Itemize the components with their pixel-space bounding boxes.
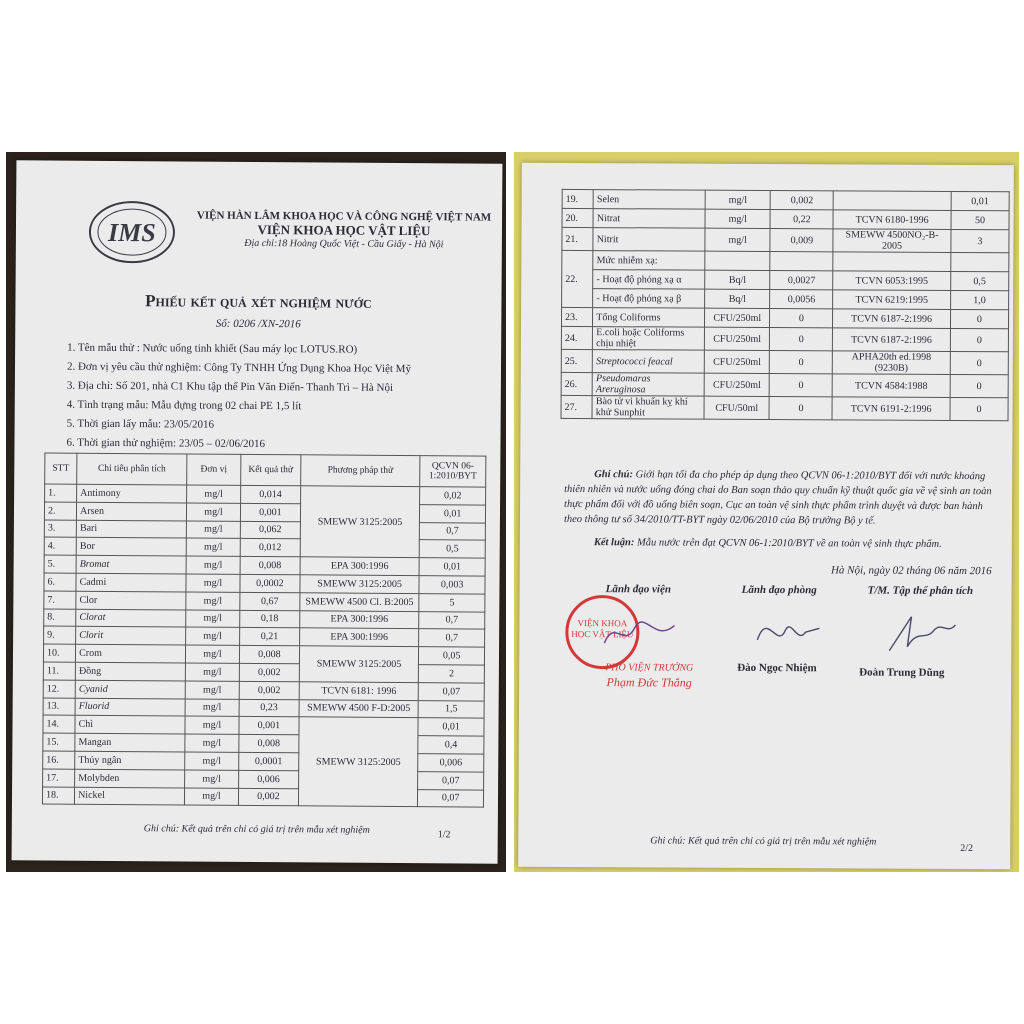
cell-stt: 21. [562, 227, 593, 250]
cell-result: 0 [769, 397, 832, 420]
cell-result: 0,014 [240, 485, 300, 503]
cell-parameter: Cyanid [75, 680, 185, 699]
cell-result: 0 [770, 351, 833, 374]
report-page-1 [12, 160, 503, 863]
cell-stt: 23. [561, 307, 592, 326]
cell-unit: Bq/l [705, 270, 771, 289]
cell-stt: 11. [43, 662, 75, 680]
cell-stt: 12. [43, 680, 75, 698]
cell-parameter: Molybden [75, 769, 185, 788]
cell-limit: 1,5 [418, 700, 484, 718]
cell-method: TCVN 6191-2:1996 [832, 397, 950, 421]
cell-parameter: Bromat [76, 555, 186, 574]
cell-parameter: Crom [76, 644, 186, 663]
cell-stt: 27. [561, 395, 592, 418]
cell-method: EPA 300:1996 [300, 557, 419, 576]
cell-result: 0,062 [240, 521, 300, 539]
cell-stt: 14. [43, 715, 75, 733]
cell-limit: 0,02 [420, 487, 486, 505]
director-title: Lãnh đạo viện [605, 583, 672, 596]
cell-limit: 50 [951, 210, 1009, 229]
page-number: 2/2 [960, 843, 974, 855]
cell-unit: CFU/250ml [704, 308, 770, 327]
cell-parameter: Streptococci feacal [593, 350, 705, 374]
page-number: 1/2 [437, 829, 451, 841]
cell-unit: mg/l [187, 503, 241, 521]
cell-parameter: Mangan [75, 733, 185, 752]
page-footer-note: Ghi chú: Kết quả trên chỉ có giá trị trên mẫu xét nghiệm [650, 835, 877, 848]
cell-unit: mg/l [185, 681, 239, 699]
cell-limit: 0,01 [418, 718, 484, 736]
cell-method: TCVN 6181: 1996 [299, 682, 418, 701]
table-row [562, 288, 1009, 309]
cell-method: SMEWW 3125:2005 [300, 575, 419, 594]
dept-head-signature [747, 610, 827, 656]
cell-parameter: E.coli hoặc Coliforms chịu nhiệt [593, 327, 705, 351]
cell-parameter: Nitrat [593, 209, 705, 229]
cell-limit: 2 [419, 665, 485, 683]
table-row [561, 307, 1008, 328]
cell-result: 0,002 [771, 191, 834, 210]
header-unit: Đơn vị [187, 454, 241, 485]
cell-unit: mg/l [185, 663, 239, 681]
cell-parameter: Bor [76, 538, 186, 557]
cell-limit: 0 [950, 328, 1008, 351]
team-lead-name: Đoàn Trung Dũng [859, 666, 945, 679]
report-page-2 [518, 163, 1014, 870]
results-table-page-1 [42, 453, 486, 808]
cell-result: 0,0056 [770, 290, 833, 309]
cell-result: 0,002 [239, 681, 299, 699]
cell-parameter: Arsen [77, 502, 187, 521]
cell-limit: 0,01 [420, 504, 486, 522]
document-title: Phiếu kết quả xét nghiệm nước [145, 291, 372, 312]
cell-method: EPA 300:1996 [300, 610, 419, 629]
cell-limit: 0,7 [419, 629, 485, 647]
cell-result: 0,18 [240, 610, 300, 628]
cell-result: 0,006 [238, 770, 298, 788]
cell-method: EPA 300:1996 [300, 628, 419, 647]
cell-stt: 15. [43, 733, 75, 751]
cell-unit: mg/l [705, 209, 771, 228]
info-line: 3. Địa chỉ: Số 201, nhà C1 Khu tập thể Pin Văn Điển- Thanh Trì – Hà Nội [66, 379, 394, 394]
table-row-radiation [562, 250, 1009, 271]
results-table-page-2 [561, 189, 1010, 421]
cell-parameter: Cadmi [76, 573, 186, 592]
cell-stt: 8. [44, 609, 76, 627]
cell-limit: 0,003 [419, 576, 485, 594]
cell-limit: 0,5 [419, 540, 485, 558]
cell-result: 0,0002 [240, 574, 300, 592]
cell-unit: mg/l [185, 752, 239, 770]
header-limit: QCVN 06-1:2010/BYT [420, 456, 486, 487]
header-parameter: Chỉ tiêu phân tích [77, 453, 187, 485]
cell-unit: Bq/l [705, 289, 771, 308]
cell-stt: 5. [44, 555, 76, 573]
table-row [562, 208, 1009, 229]
cell-result: 0,008 [240, 557, 300, 575]
note-label: Ghi chú: [594, 469, 634, 481]
cell-limit: 0,07 [418, 682, 484, 700]
cell-parameter: - Hoạt độ phóng xạ α [593, 270, 705, 290]
cell-parameter: Bào tử vi khuẩn kỵ khí khử Sunphit [592, 396, 704, 420]
director-signature-block [605, 661, 693, 689]
table-row [562, 227, 1009, 252]
photo-page-2 [514, 152, 1019, 872]
cell-parameter: Thủy ngân [75, 751, 185, 770]
cell-unit: mg/l [186, 627, 240, 645]
cell-unit: mg/l [186, 592, 240, 610]
cell-method: APHA20th ed.1998 (9230B) [833, 351, 951, 375]
team-signature [881, 611, 961, 657]
header-stt: STT [45, 453, 77, 484]
cell-result: 0,001 [240, 503, 300, 521]
cell-limit: 0,006 [418, 754, 484, 772]
cell-unit: CFU/50ml [704, 396, 770, 419]
cell-parameter: Chì [75, 716, 185, 735]
cell-stt: 25. [561, 349, 592, 372]
cell-parameter: Clor [76, 591, 186, 610]
cell-method: TCVN 6219:1995 [833, 290, 951, 310]
institute-address: Địa chỉ:18 Hoàng Quốc Việt - Cầu Giấy - Hà Nội [244, 237, 444, 251]
cell-limit: 3 [951, 229, 1009, 252]
cell-result: 0 [770, 374, 833, 397]
table-row [562, 269, 1009, 290]
cell-unit: mg/l [186, 645, 240, 663]
cell-unit: mg/l [187, 485, 241, 503]
cell-parameter: Clorat [76, 609, 186, 628]
issue-date: Hà Nội, ngày 02 tháng 06 năm 2016 [830, 564, 992, 578]
cell-parameter: Đồng [75, 662, 185, 681]
photo-page-1 [6, 152, 506, 872]
cell-parameter: - Hoạt độ phóng xạ β [593, 289, 705, 309]
director-signature [599, 613, 679, 653]
document-number: Số: 0206 /XN-2016 [215, 317, 301, 331]
cell-unit: mg/l [186, 574, 240, 592]
cell-stt: 24. [561, 326, 592, 349]
cell-limit: 0,05 [419, 647, 485, 665]
cell-result: 0,002 [239, 663, 299, 681]
header-method: Phương pháp thử [301, 455, 420, 487]
cell-unit: mg/l [186, 538, 240, 556]
cell-parameter: Fluorid [75, 698, 185, 717]
cell-result: 0,67 [240, 592, 300, 610]
cell-method: TCVN 6053:1995 [833, 271, 951, 291]
cell-unit: mg/l [186, 521, 240, 539]
cell-unit: mg/l [185, 716, 239, 734]
cell-unit: mg/l [705, 228, 771, 251]
conclusion-label: Kết luận: [593, 537, 635, 549]
svg-text:IMS: IMS [107, 217, 156, 248]
info-line: 4. Tình trạng mẫu: Mẫu đựng trong 02 chai PE 1,5 lít [66, 398, 302, 413]
cell-result: 0 [770, 328, 833, 351]
info-line: 1. Tên mẫu thử : Nước uống tinh khiết (Sau máy lọc LOTUS.RO) [67, 341, 358, 356]
cell-stt: 3. [44, 520, 76, 538]
header-result: Kết quả thử [241, 454, 301, 485]
cell-stt: 19. [562, 189, 593, 208]
director-role: PHÓ VIỆN TRƯỞNG [605, 662, 694, 674]
table-row [561, 326, 1008, 351]
cell-limit: 0 [950, 351, 1008, 374]
conclusion-text: Mẫu nước trên đạt QCVN 06-1:2010/BYT về an toàn vệ sinh thực phẩm. [637, 537, 942, 550]
cell-stt: 6. [44, 573, 76, 591]
cell-unit: mg/l [185, 788, 239, 806]
cell-stt: 18. [42, 787, 74, 805]
info-line: 2. Đơn vị yêu cầu thử nghiệm: Công Ty TNHH Ứng Dụng Khoa Học Việt Mỹ [66, 360, 412, 376]
cell-method [833, 252, 951, 272]
cell-parameter: Tổng Coliforms [593, 308, 705, 328]
cell-limit: 0,7 [419, 611, 485, 629]
cell-result: 0,22 [770, 210, 833, 229]
cell-stt: 1. [45, 484, 77, 502]
cell-method: TCVN 4584:1988 [832, 374, 950, 398]
note-paragraph [564, 467, 996, 529]
conclusion [594, 537, 1014, 550]
table-row [562, 189, 1009, 210]
cell-result: 0,23 [239, 699, 299, 717]
cell-parameter: Mức nhiễm xạ: [593, 251, 705, 271]
cell-unit [705, 251, 771, 270]
cell-stt: 9. [44, 626, 76, 644]
cell-stt: 4. [44, 537, 76, 555]
info-line: 5. Thời gian lấy mẫu: 23/05/2016 [66, 417, 215, 431]
sample-info [66, 339, 411, 455]
cell-unit: mg/l [185, 734, 239, 752]
cell-stt: 13. [43, 698, 75, 716]
cell-parameter: Antimony [77, 484, 187, 503]
cell-limit: 0 [950, 374, 1008, 397]
cell-parameter: Selen [593, 190, 705, 210]
cell-limit: 0 [950, 397, 1008, 420]
cell-result: 0,002 [238, 788, 298, 806]
cell-parameter: Nickel [75, 787, 185, 806]
cell-limit: 0,01 [419, 558, 485, 576]
dept-head-name: Đào Ngọc Nhiệm [737, 661, 817, 675]
cell-stt: 22. [562, 250, 594, 307]
cell-result: 0,0027 [770, 271, 833, 290]
cell-method: SMEWW 3125:2005 [299, 646, 418, 682]
cell-result: 0 [770, 309, 833, 328]
cell-result: 0,008 [239, 735, 299, 753]
dept-head-title: Lãnh đạo phòng [741, 583, 817, 597]
cell-unit: mg/l [186, 556, 240, 574]
page-footer-note: Ghi chú: Kết quả trên chỉ có giá trị trên mẫu xét nghiệm [143, 823, 370, 836]
seal-text: VIỆN KHOA HỌC VẬT LIỆU [571, 618, 634, 640]
table-row [561, 349, 1008, 374]
cell-parameter: Pseudomaras Areruginosa [592, 373, 704, 397]
cell-method: SMEWW 4500 F-D:2005 [299, 699, 418, 718]
institute-name: VIỆN KHOA HỌC VẬT LIỆU [257, 221, 431, 239]
cell-limit: 1,0 [950, 290, 1008, 309]
cell-parameter: Clorit [76, 627, 186, 646]
cell-result: 0,009 [770, 229, 833, 252]
cell-method: SMEWW 3125:2005 [298, 717, 418, 807]
cell-limit: 0 [950, 309, 1008, 328]
cell-method [833, 191, 951, 211]
cell-result: 0,0001 [239, 752, 299, 770]
director-name: Phạm Đức Thắng [606, 675, 692, 690]
cell-result: 0,21 [239, 628, 299, 646]
cell-result [770, 252, 833, 271]
cell-stt: 20. [562, 208, 593, 227]
table-row [42, 787, 483, 808]
cell-method: SMEWW 4500NO₂-B-2005 [833, 229, 951, 253]
note-text: Giới hạn tối đa cho phép áp dụng theo QCVN 06-1:2010/BYT đối với nước khoáng thiên nhiên và nước uống đóng chai do Ban soạn thảo quy chuẩn kỹ thuật quốc gia về vệ sinh an toàn thực phẩm đối với đồ uống biên soạn, Cục an toàn vệ sinh thực phẩm trình duyệt và được ban hành theo thông tư số 34/2010/TT-BYT ngày 02/06/2010 của Bộ trưởng Bộ y tế. [563, 469, 992, 527]
cell-method: TCVN 6187-2:1996 [833, 309, 951, 329]
cell-method: TCVN 6187-2:1996 [833, 328, 951, 352]
cell-result: 0,001 [239, 717, 299, 735]
cell-result: 0,012 [240, 539, 300, 557]
cell-limit: 0,01 [951, 191, 1009, 210]
institute-header [194, 210, 494, 251]
cell-parameter: Nitrit [593, 228, 705, 252]
cell-method: SMEWW 4500 Cl. B:2005 [300, 593, 419, 612]
cell-limit: 0,07 [418, 789, 484, 807]
cell-unit: mg/l [705, 190, 771, 209]
cell-stt: 2. [44, 502, 76, 520]
cell-method: SMEWW 3125:2005 [300, 486, 420, 558]
cell-unit: CFU/250ml [704, 327, 770, 350]
table-row [561, 395, 1008, 420]
cell-result: 0,008 [239, 646, 299, 664]
cell-stt: 10. [43, 644, 75, 662]
cell-limit: 0,7 [419, 522, 485, 540]
cell-method: TCVN 6180-1996 [833, 210, 951, 230]
cell-unit: CFU/250ml [704, 373, 770, 396]
cell-unit: mg/l [186, 610, 240, 628]
cell-parameter: Bari [76, 520, 186, 539]
table-row [561, 372, 1008, 397]
institute-logo [78, 197, 186, 268]
team-title: T/M. Tập thể phân tích [867, 584, 974, 598]
institute-parent: VIỆN HÀN LÂM KHOA HỌC VÀ CÔNG NGHỆ VIỆT NAM [196, 209, 492, 224]
cell-limit: 0,07 [418, 771, 484, 789]
cell-stt: 17. [43, 769, 75, 787]
info-line: 6. Thời gian thử nghiệm: 23/05 – 02/06/2016 [66, 436, 266, 451]
cell-limit: 0,4 [418, 736, 484, 754]
cell-limit: 5 [419, 593, 485, 611]
cell-limit: 0,5 [951, 271, 1009, 290]
cell-unit: mg/l [185, 699, 239, 717]
cell-unit: CFU/250ml [704, 350, 770, 373]
cell-stt: 16. [43, 751, 75, 769]
cell-unit: mg/l [185, 770, 239, 788]
cell-stt: 26. [561, 372, 592, 395]
cell-stt: 7. [44, 591, 76, 609]
cell-limit [951, 252, 1009, 271]
table-header-row [45, 453, 486, 487]
